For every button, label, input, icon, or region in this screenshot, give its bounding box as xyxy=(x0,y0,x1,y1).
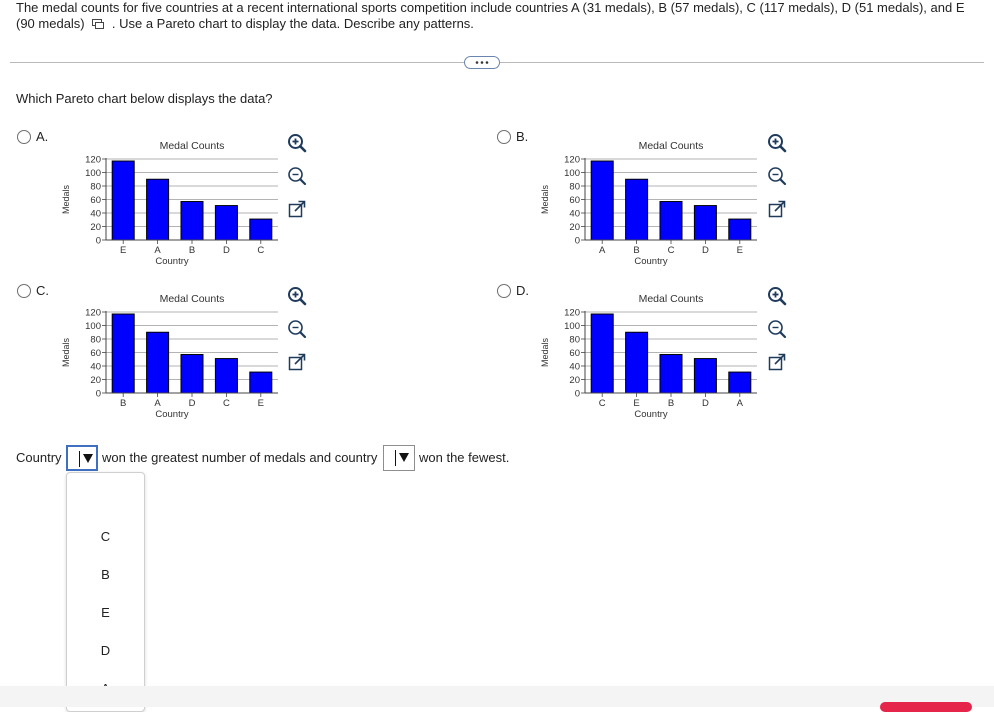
zoom-in-button[interactable] xyxy=(286,132,308,154)
open-external-button[interactable] xyxy=(766,351,788,373)
y-tick-label: 80 xyxy=(569,334,580,346)
x-tick-label-A: A xyxy=(154,398,161,409)
dropdown-divider xyxy=(395,450,396,466)
bar-C xyxy=(250,219,272,240)
x-tick-label-D: D xyxy=(701,245,709,256)
more-options-button[interactable] xyxy=(464,56,500,69)
chart-title: Medal Counts xyxy=(159,293,225,305)
open-external-button[interactable] xyxy=(286,198,308,220)
copy-icon[interactable] xyxy=(92,19,104,29)
bar-D xyxy=(694,359,716,393)
y-tick-label: 20 xyxy=(569,375,580,386)
option-a-radio[interactable] xyxy=(17,130,31,144)
chart-option-d xyxy=(539,291,759,431)
dropdown-arrow-icon xyxy=(399,453,409,462)
chart-xlabel: Country xyxy=(155,409,189,420)
ellipsis-icon xyxy=(465,57,499,68)
y-tick-label: 0 xyxy=(574,235,580,247)
question-line-2-start: (90 medals) xyxy=(16,16,85,31)
y-tick-label: 20 xyxy=(90,375,101,386)
bar-E xyxy=(729,219,751,240)
x-tick-label-B: B xyxy=(188,245,196,256)
y-tick-label: 120 xyxy=(85,307,101,319)
y-tick-label: 0 xyxy=(95,388,101,400)
x-tick-label-C: C xyxy=(257,245,265,256)
y-tick-label: 60 xyxy=(569,195,580,206)
y-tick-label: 100 xyxy=(85,321,101,332)
chart-svg xyxy=(60,138,280,278)
chart-option-c xyxy=(60,291,280,431)
zoom-in-icon xyxy=(766,285,788,307)
chart-xlabel: Country xyxy=(634,256,668,267)
chart-title: Medal Counts xyxy=(638,140,704,152)
dropdown-option-b[interactable]: B xyxy=(101,567,110,582)
zoom-in-button[interactable] xyxy=(766,132,788,154)
prompt: Which Pareto chart below displays the data? xyxy=(16,91,273,106)
chart-title: Medal Counts xyxy=(638,293,704,305)
zoom-in-icon xyxy=(286,285,308,307)
bar-C xyxy=(215,359,237,393)
chart-ylabel: Medals xyxy=(540,184,550,215)
zoom-in-icon xyxy=(286,132,308,154)
x-tick-label-B: B xyxy=(633,245,640,256)
zoom-in-button[interactable] xyxy=(766,285,788,307)
y-tick-label: 40 xyxy=(569,208,580,220)
option-b-radio[interactable] xyxy=(497,130,511,144)
chart-svg xyxy=(539,138,759,278)
bar-D xyxy=(181,355,203,393)
bar-B xyxy=(626,179,648,240)
zoom-out-button[interactable] xyxy=(766,318,788,340)
option-d-radio[interactable] xyxy=(497,284,511,298)
question-line-2 xyxy=(16,16,986,32)
x-tick-label-C: C xyxy=(222,398,230,409)
open-external-icon xyxy=(286,198,308,220)
option-c-radio[interactable] xyxy=(17,284,31,298)
x-tick-label-E: E xyxy=(257,398,264,409)
fewest-country-dropdown[interactable] xyxy=(383,445,415,471)
zoom-in-icon xyxy=(766,132,788,154)
footer-action-button[interactable] xyxy=(880,702,972,712)
y-tick-label: 60 xyxy=(569,348,580,359)
open-external-button[interactable] xyxy=(286,351,308,373)
y-tick-label: 80 xyxy=(90,181,101,193)
x-tick-label-C: C xyxy=(667,245,675,256)
dropdown-arrow-icon xyxy=(83,454,93,463)
x-tick-label-E: E xyxy=(120,245,127,256)
answer-label-country: Country xyxy=(16,450,62,465)
bar-B xyxy=(660,355,682,393)
x-tick-label-A: A xyxy=(154,245,161,256)
open-external-button[interactable] xyxy=(766,198,788,220)
answer-label-greatest: won the greatest number of medals and country xyxy=(102,450,378,465)
bar-A xyxy=(147,332,169,393)
chart-title: Medal Counts xyxy=(159,140,225,152)
question-text xyxy=(16,0,986,32)
x-tick-label-E: E xyxy=(633,398,640,409)
chart-option-a xyxy=(60,138,280,278)
open-external-icon xyxy=(766,351,788,373)
bar-A xyxy=(729,372,751,393)
zoom-out-button[interactable] xyxy=(766,165,788,187)
bar-C xyxy=(660,202,682,240)
chart-ylabel: Medals xyxy=(540,337,550,368)
greatest-country-dropdown[interactable] xyxy=(66,445,98,471)
x-tick-label-B: B xyxy=(120,398,127,409)
zoom-out-icon xyxy=(286,318,308,340)
question-line-1: The medal counts for five countries at a recent international sports competition include countries A (31 medals), B (57 medals), C (117 medals), D (51 medals), and E xyxy=(16,0,965,15)
bar-E xyxy=(112,161,134,240)
footer-bar xyxy=(0,686,994,707)
option-a-label: A. xyxy=(36,129,49,144)
x-tick-label-D: D xyxy=(222,245,230,256)
x-tick-label-D: D xyxy=(188,398,196,409)
zoom-out-button[interactable] xyxy=(286,318,308,340)
y-tick-label: 80 xyxy=(569,181,580,193)
question-line-2-end: . Use a Pareto chart to display the data. Describe any patterns. xyxy=(111,16,474,31)
chart-svg xyxy=(539,291,759,431)
chart-xlabel: Country xyxy=(155,256,189,267)
y-tick-label: 100 xyxy=(564,321,580,332)
y-tick-label: 100 xyxy=(564,168,580,179)
bar-D xyxy=(694,206,716,240)
x-tick-label-A: A xyxy=(599,245,606,256)
bar-E xyxy=(250,372,272,393)
bar-A xyxy=(147,179,169,240)
x-tick-label-C: C xyxy=(598,398,606,409)
y-tick-label: 20 xyxy=(569,222,580,233)
y-tick-label: 100 xyxy=(85,168,101,179)
option-d-label: D. xyxy=(516,283,529,298)
y-tick-label: 120 xyxy=(85,154,101,166)
chart-svg xyxy=(60,291,280,431)
y-tick-label: 60 xyxy=(90,195,101,206)
answer-label-fewest: won the fewest. xyxy=(419,450,510,465)
zoom-out-icon xyxy=(766,165,788,187)
x-tick-label-B: B xyxy=(667,398,675,409)
zoom-out-icon xyxy=(286,165,308,187)
bar-E xyxy=(626,332,648,393)
x-tick-label-A: A xyxy=(736,398,743,409)
dropdown-divider xyxy=(79,451,80,467)
dropdown-option-e[interactable]: E xyxy=(101,605,110,620)
y-tick-label: 120 xyxy=(564,307,580,319)
open-external-icon xyxy=(286,351,308,373)
zoom-in-button[interactable] xyxy=(286,285,308,307)
option-b-label: B. xyxy=(516,129,529,144)
bar-B xyxy=(181,202,203,240)
chart-option-b xyxy=(539,138,759,278)
y-tick-label: 40 xyxy=(90,361,101,373)
y-tick-label: 20 xyxy=(90,222,101,233)
bar-A xyxy=(591,161,613,240)
chart-ylabel: Medals xyxy=(61,184,71,215)
zoom-out-button[interactable] xyxy=(286,165,308,187)
x-tick-label-E: E xyxy=(736,245,743,256)
y-tick-label: 120 xyxy=(564,154,580,166)
y-tick-label: 80 xyxy=(90,334,101,346)
y-tick-label: 40 xyxy=(90,208,101,220)
open-external-icon xyxy=(766,198,788,220)
dropdown-option-d[interactable]: D xyxy=(100,643,111,658)
bar-B xyxy=(112,314,134,393)
y-tick-label: 40 xyxy=(569,361,580,373)
dropdown-option-c[interactable]: C xyxy=(100,529,111,544)
y-tick-label: 0 xyxy=(95,235,101,247)
y-tick-label: 60 xyxy=(90,348,101,359)
x-tick-label-D: D xyxy=(701,398,709,409)
option-c-label: C. xyxy=(36,283,49,298)
chart-xlabel: Country xyxy=(634,409,668,420)
country-dropdown-menu xyxy=(66,472,145,712)
zoom-out-icon xyxy=(766,318,788,340)
bar-C xyxy=(591,314,613,393)
y-tick-label: 0 xyxy=(574,388,580,400)
bar-D xyxy=(215,206,237,240)
chart-ylabel: Medals xyxy=(61,337,71,368)
